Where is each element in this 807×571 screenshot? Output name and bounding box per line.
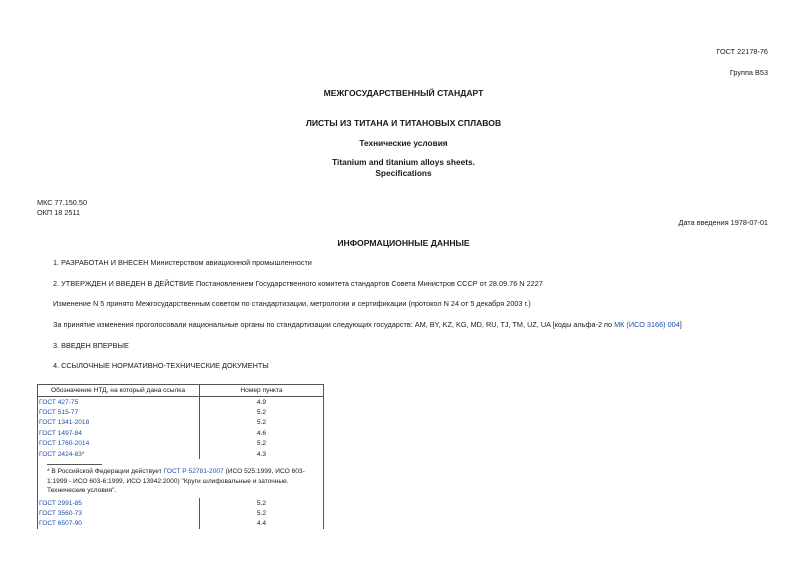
item-number: 5.2	[256, 419, 267, 427]
doc-link[interactable]: ГОСТ 2991-85	[39, 499, 82, 507]
ref-table-header	[37, 385, 323, 397]
table-row	[37, 397, 323, 408]
footnote-prefix: * В Российской Федерации действует	[47, 468, 164, 476]
voting-note	[53, 320, 682, 329]
footnote	[37, 459, 323, 498]
footnote-link[interactable]: ГОСТ Р 52781-2007	[163, 468, 224, 476]
amendment-note: Изменение N 5 принято Межгосударственным советом по стандартизации, метрологии и сертификации (протокол N 24 от 5 декабря 2003 г.)	[53, 299, 531, 308]
col-header-item: Номер пункта	[200, 385, 324, 397]
okp-code: ОКП 18 2511	[37, 208, 81, 217]
gost-number: ГОСТ 22178-76	[716, 47, 768, 56]
info-item-3: 3. ВВЕДЕН ВПЕРВЫЕ	[53, 341, 129, 350]
doc-link[interactable]: ГОСТ 3560-73	[39, 509, 82, 517]
footnote-divider	[47, 464, 102, 465]
voting-end: ]	[679, 320, 682, 329]
col-header-doc: Обозначение НТД, на который дана ссылка	[37, 385, 200, 397]
document-title: ЛИСТЫ ИЗ ТИТАНА И ТИТАНОВЫХ СПЛАВОВ	[305, 118, 502, 128]
group-code: Группа В53	[729, 68, 768, 77]
footnote-suffix: (ИСО 525:1999, ИСО 603-1:1999 - ИСО 603-6:1999, ИСО 13942:2000) "Круги шлифовальные и заточные. Технические условия".	[47, 468, 305, 495]
item-number: 5.2	[256, 440, 267, 448]
document-subtitle: Технические условия	[359, 138, 448, 148]
table-row	[37, 519, 323, 529]
english-title-line2: Specifications	[375, 168, 432, 178]
info-item-4: 4. ССЫЛОЧНЫЕ НОРМАТИВНО-ТЕХНИЧЕСКИЕ ДОКУМЕНТЫ	[53, 361, 269, 370]
footnote-row	[37, 459, 323, 498]
item-number: 5.2	[256, 409, 267, 417]
table-row	[37, 418, 323, 428]
item-number: 5.2	[256, 509, 267, 517]
standard-type: МЕЖГОСУДАРСТВЕННЫЙ СТАНДАРТ	[323, 88, 484, 98]
ref-table	[37, 384, 323, 529]
info-heading: ИНФОРМАЦИОННЫЕ ДАННЫЕ	[337, 238, 470, 248]
doc-link[interactable]: ГОСТ 2424-83*	[39, 450, 85, 458]
item-number: 4.4	[256, 520, 267, 528]
table-row	[37, 428, 323, 438]
doc-link[interactable]: ГОСТ 1760-2014	[39, 440, 90, 448]
item-number: 4.3	[256, 450, 267, 458]
mk-iso-link[interactable]: МК (ИСО 3166) 004	[614, 320, 680, 329]
item-number: 4.9	[256, 398, 267, 406]
table-row	[37, 498, 323, 508]
doc-link[interactable]: ГОСТ 1497-84	[39, 429, 82, 437]
item-number: 4.6	[256, 429, 267, 437]
intro-date: Дата введения 1978-07-01	[678, 218, 768, 227]
table-row	[37, 439, 323, 449]
item-number: 5.2	[256, 499, 267, 507]
doc-link[interactable]: ГОСТ 515-77	[39, 409, 79, 417]
doc-link[interactable]: ГОСТ 6507-90	[39, 520, 82, 528]
english-title-line1: Titanium and titanium alloys sheets.	[332, 157, 475, 167]
mks-code: МКС 77.150.50	[37, 198, 88, 207]
table-row	[37, 508, 323, 518]
doc-link[interactable]: ГОСТ 427-75	[39, 398, 79, 406]
info-item-1: 1. РАЗРАБОТАН И ВНЕСЕН Министерством авиационной промышленности	[53, 258, 312, 267]
table-row	[37, 407, 323, 417]
doc-link[interactable]: ГОСТ 1341-2018	[39, 419, 90, 427]
info-item-2: 2. УТВЕРЖДЕН И ВВЕДЕН В ДЕЙСТВИЕ Постановлением Государственного комитета стандартов Совета Министров СССР от 28.09.76 N 2227	[53, 279, 543, 288]
table-row	[37, 449, 323, 459]
voting-text: За принятие изменения проголосовали национальные органы по стандартизации следующих государств: AM, BY, KZ, KG, MD, RU, TJ, TM, UZ, UA [коды альфа-2 по	[53, 320, 615, 329]
